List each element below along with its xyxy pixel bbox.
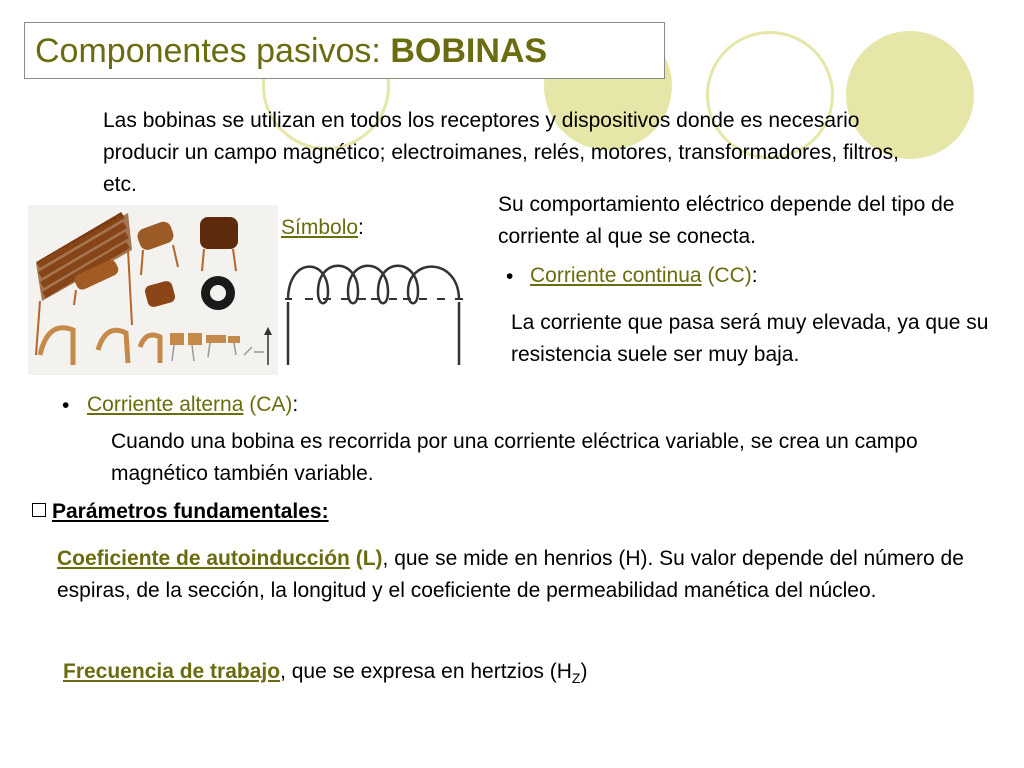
inductor-symbol: [283, 252, 473, 370]
cc-colon: :: [751, 264, 758, 287]
cc-bullet-dot: •: [506, 265, 514, 288]
frequency-sub: Z: [571, 670, 581, 687]
simbolo-label: [281, 212, 364, 244]
params-heading: [32, 496, 329, 528]
params-heading-text: Parámetros fundamentales:: [52, 500, 329, 523]
simbolo-link[interactable]: Símbolo: [281, 216, 359, 239]
frequency-end: ): [580, 660, 588, 683]
ca-abbr: (CA): [243, 393, 293, 416]
frequency-text: , que se expresa en hertzios (H: [280, 660, 572, 683]
param-item-inductance: [57, 543, 997, 607]
ca-link[interactable]: Corriente alterna: [87, 393, 244, 416]
cc-heading: [530, 260, 758, 292]
inductance-symbol: (L): [349, 547, 383, 570]
title-bold: BOBINAS: [390, 32, 548, 70]
checkbox-bullet-icon: [32, 503, 46, 517]
param-item-frequency: [63, 656, 963, 694]
ca-heading: [87, 389, 298, 421]
title-box: [24, 22, 665, 79]
behavior-paragraph: Su comportamiento eléctrico depende del tipo de corriente al que se conecta.: [498, 193, 955, 248]
simbolo-colon: :: [358, 216, 364, 239]
cc-abbr: (CC): [701, 264, 752, 287]
page-title: [35, 32, 547, 71]
frequency-term: Frecuencia de trabajo: [63, 660, 281, 683]
cc-link[interactable]: Corriente continua: [530, 264, 702, 287]
title-prefix: Componentes pasivos:: [35, 32, 391, 70]
ca-description: Cuando una bobina es recorrida por una corriente eléctrica variable, se crea un campo magnético también variable.: [111, 430, 918, 485]
inductance-term: Coeficiente de autoinducción: [57, 547, 350, 570]
inductance-text: , que se mide en henrios (H). Su valor depende del número de espiras, de la sección, la longitud y el coeficiente de permeabilidad manética del núcleo.: [57, 547, 964, 602]
inductors-photo: [28, 205, 278, 375]
ca-bullet-dot: •: [62, 394, 70, 417]
intro-paragraph: Las bobinas se utilizan en todos los receptores y dispositivos donde es necesario producir un campo magnético; electroimanes, relés, motores, transformadores, filtros, etc.: [103, 109, 900, 196]
cc-description: La corriente que pasa será muy elevada, ya que su resistencia suele ser muy baja.: [511, 311, 989, 366]
ca-colon: :: [292, 393, 299, 416]
